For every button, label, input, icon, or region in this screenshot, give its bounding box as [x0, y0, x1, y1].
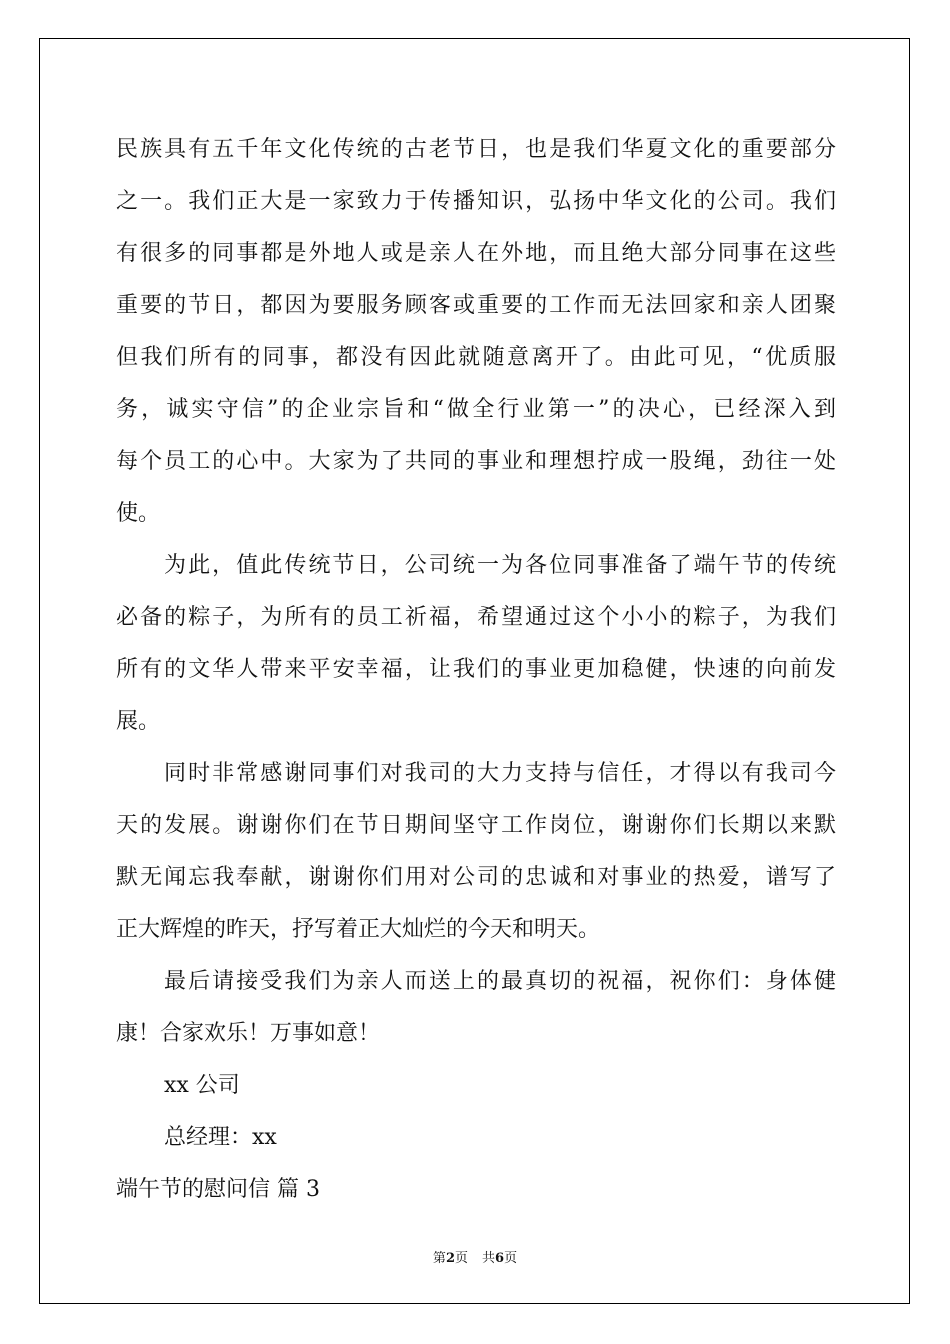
page-footer: [0, 1247, 950, 1266]
document-body: [116, 124, 836, 1216]
paragraph-line: 务，诚实守信”的企业宗旨和“做全行业第一”的决心，已经深入到: [116, 397, 836, 422]
paragraph-line: 但我们所有的同事，都没有因此就随意离开了。由此可见，“优质服: [116, 345, 836, 370]
paragraph-line: 展。: [116, 709, 161, 734]
signature-company: xx 公司: [164, 1073, 240, 1098]
paragraph-line: 使。: [116, 501, 161, 526]
paragraph-line: 康！合家欢乐！万事如意！: [116, 1021, 381, 1046]
signature-manager: 总经理：xx: [164, 1125, 277, 1150]
page-total: 6: [495, 1251, 505, 1266]
paragraph-line: 天的发展。谢谢你们在节日期间坚守工作岗位，谢谢你们长期以来默: [116, 813, 836, 838]
paragraph-line: 之一。我们正大是一家致力于传播知识，弘扬中华文化的公司。我们: [116, 189, 836, 214]
section-heading: 端午节的慰问信 篇 3: [116, 1177, 320, 1202]
total-suffix: 页: [504, 1251, 518, 1266]
paragraph-line: 必备的粽子，为所有的员工祈福，希望通过这个小小的粽子，为我们: [116, 605, 836, 630]
paragraph-line: 默无闻忘我奉献，谢谢你们用对公司的忠诚和对事业的热爱，谱写了: [116, 865, 836, 890]
paragraph-line: 每个员工的心中。大家为了共同的事业和理想拧成一股绳，劲往一处: [116, 449, 836, 474]
paragraph-line: 重要的节日，都因为要服务顾客或重要的工作而无法回家和亲人团聚: [116, 293, 836, 318]
paragraph-line: 民族具有五千年文化传统的古老节日，也是我们华夏文化的重要部分: [116, 137, 836, 162]
page-prefix: 第: [432, 1251, 446, 1266]
paragraph-line: 所有的文华人带来平安幸福，让我们的事业更加稳健，快速的向前发: [116, 657, 836, 682]
paragraph-line: 正大辉煌的昨天，抒写着正大灿烂的今天和明天。: [116, 917, 601, 942]
total-prefix: 共: [482, 1251, 496, 1266]
page-suffix: 页: [454, 1251, 468, 1266]
page-current: 2: [445, 1251, 455, 1266]
paragraph-line: 最后请接受我们为亲人而送上的最真切的祝福，祝你们：身体健: [164, 969, 836, 994]
paragraph-line: 同时非常感谢同事们对我司的大力支持与信任，才得以有我司今: [164, 761, 836, 786]
paragraph-line: 为此，值此传统节日，公司统一为各位同事准备了端午节的传统: [164, 553, 836, 578]
paragraph-line: 有很多的同事都是外地人或是亲人在外地，而且绝大部分同事在这些: [116, 241, 836, 266]
